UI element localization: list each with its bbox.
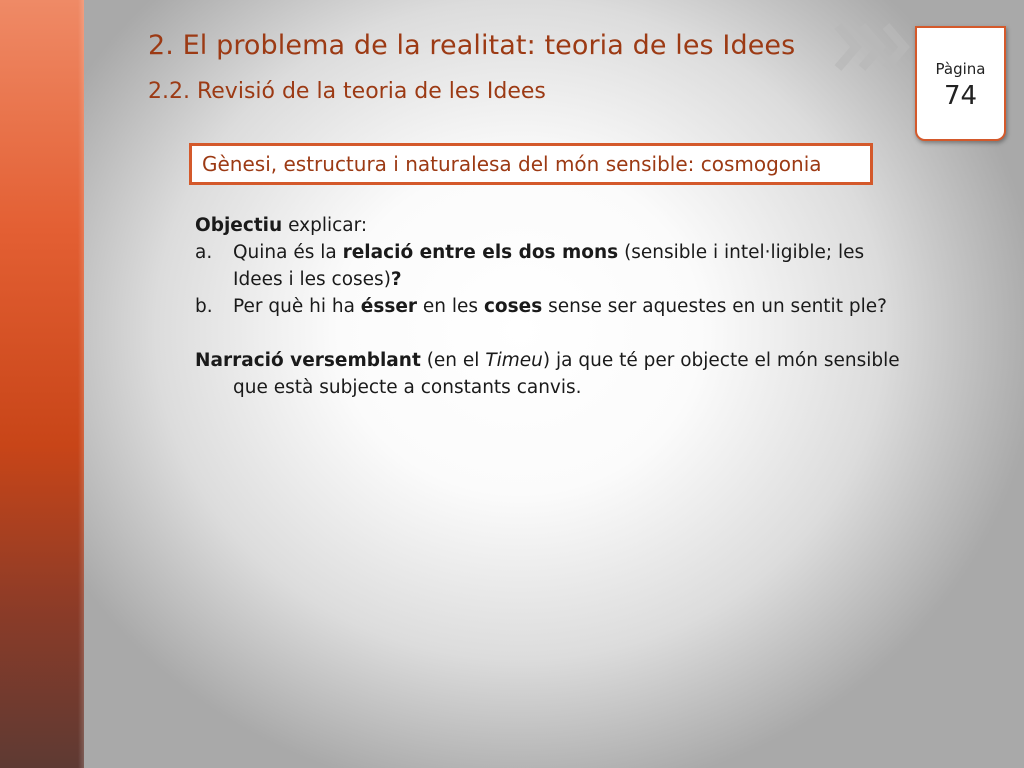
narration-italic: Timeu (485, 350, 543, 371)
list-item-a (195, 239, 915, 293)
list-marker-b: b. (195, 296, 213, 317)
item-b-part1: Per què hi ha (233, 296, 361, 317)
item-b-part3: sense ser aquestes en un sentit ple? (542, 296, 887, 317)
narration-bold: Narració versemblant (195, 350, 421, 371)
page-label: Pàgina (935, 60, 986, 78)
list-item-b (195, 293, 915, 320)
item-a-part1: Quina és la (233, 242, 343, 263)
chevrons-decoration-icon (832, 20, 918, 74)
slide-body (195, 212, 915, 401)
narration-part2: ) ja que té per objecte el món sensible que està subjecte a constants canvis. (233, 350, 900, 398)
narration-paragraph (195, 347, 915, 401)
objective-rest: explicar: (282, 215, 368, 236)
side-bar (0, 0, 84, 768)
paragraph-gap (195, 320, 915, 347)
list-marker-a: a. (195, 242, 213, 263)
section-highlight-text: Gènesi, estructura i naturalesa del món sensible: cosmogonia (202, 152, 822, 176)
objective-line (195, 212, 915, 239)
objective-bold: Objectiu (195, 215, 283, 236)
list-text-b (233, 293, 915, 320)
item-b-bold1: ésser (360, 296, 418, 317)
list-text-a (233, 239, 915, 293)
page-number-box (915, 26, 1006, 141)
page-number: 74 (943, 81, 978, 111)
narration-part1: (en el (420, 350, 486, 371)
item-a-bold2: ? (390, 269, 402, 290)
slide-title: 2. El problema de la realitat: teoria de les Idees (148, 30, 796, 61)
item-a-part2: (sensible i intel·ligible; les Idees i les coses) (233, 242, 865, 290)
section-highlight (189, 143, 873, 185)
slide-subtitle: 2.2. Revisió de la teoria de les Idees (148, 79, 546, 104)
item-b-bold2: coses (483, 296, 543, 317)
item-a-bold1: relació entre els dos mons (342, 242, 619, 263)
item-b-part2: en les (417, 296, 484, 317)
